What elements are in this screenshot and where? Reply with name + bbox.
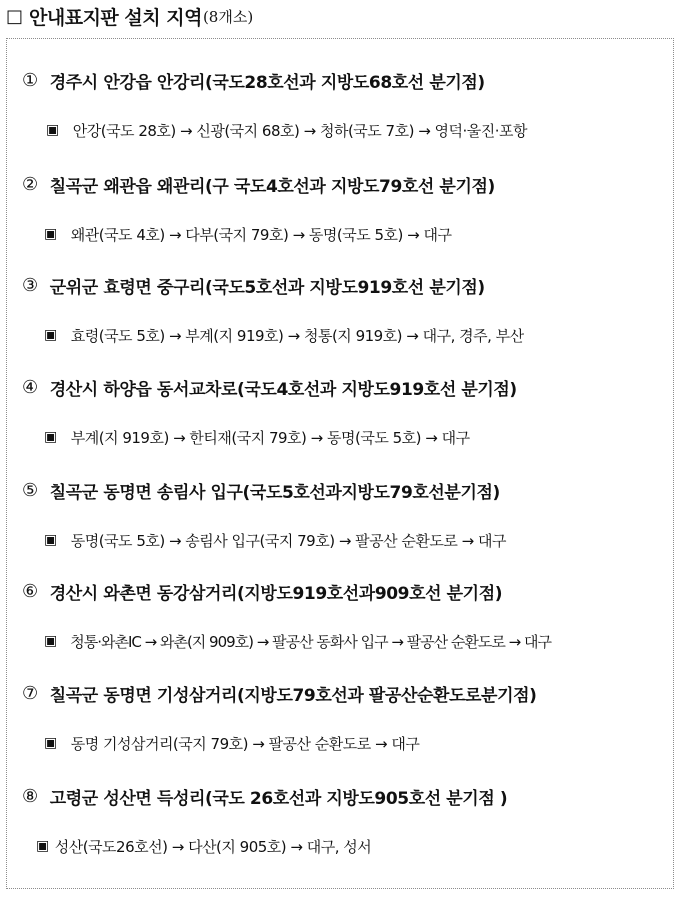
square-bullet-icon: ▣ [44,633,57,649]
route-text: 안강(국도 28호) → 신광(국지 68호) → 청하(국도 7호) → 영덕·울진·포항 [72,121,528,140]
route-line [44,731,419,755]
checkbox-square-icon: □ [6,5,24,27]
route-line [44,425,470,449]
page-title [6,2,253,30]
item-number: ② [22,173,38,195]
square-bullet-icon: ▣ [44,327,57,343]
route-text: 왜관(국도 4호) → 다부(국지 79호) → 동명(국도 5호) → 대구 [70,225,452,244]
item-number: ③ [22,274,38,296]
heading-text: 고령군 성산면 득성리(국도 26호선과 지방도905호선 분기점 ) [49,788,508,809]
square-bullet-icon: ▣ [44,429,57,445]
square-bullet-icon: ▣ [46,122,59,138]
heading-text: 경산시 하양읍 동서교차로(국도4호선과 지방도919호선 분기점) [49,379,517,400]
route-text: 동명 기성삼거리(국지 79호) → 팔공산 순환도로 → 대구 [70,734,420,753]
route-text: 부계(지 919호) → 한티재(국지 79호) → 동명(국도 5호) → 대구 [70,428,470,447]
route-line [44,528,506,552]
route-text: 효령(국도 5호) → 부계(지 919호) → 청통(지 919호) → 대구, 경주, 부산 [70,326,524,345]
item-number: ⑥ [22,580,38,602]
heading-text: 칠곡군 동명면 기성삼거리(지방도79호선과 팔공산순환도로분기점) [49,685,537,706]
square-bullet-icon: ▣ [44,735,57,751]
location-heading [22,373,517,401]
item-number: ⑤ [22,479,38,501]
location-heading [22,66,485,94]
location-heading [22,271,485,299]
title-count: (8개소) [202,7,254,26]
route-text: 청통·와촌IC → 와촌(지 909호) → 팔공산 동화사 입구 → 팔공산 순환도로 → 대구 [70,632,551,651]
route-line [36,834,371,858]
item-number: ④ [22,376,38,398]
item-number: ① [22,69,38,91]
heading-text: 경주시 안강읍 안강리(국도28호선과 지방도68호선 분기점) [49,72,485,93]
route-line [46,118,527,142]
item-number: ⑧ [22,785,38,807]
square-bullet-icon: ▣ [44,226,57,242]
location-heading [22,476,500,504]
heading-text: 경산시 와촌면 동강삼거리(지방도919호선과909호선 분기점) [49,583,503,604]
route-line [44,222,451,246]
title-text: 안내표지판 설치 지역 [29,6,202,29]
square-bullet-icon: ▣ [36,838,49,854]
heading-text: 칠곡군 왜관읍 왜관리(구 국도4호선과 지방도79호선 분기점) [49,176,495,197]
location-heading [22,782,507,810]
location-heading [22,679,537,707]
heading-text: 군위군 효령면 중구리(국도5호선과 지방도919호선 분기점) [49,277,485,298]
heading-text: 칠곡군 동명면 송림사 입구(국도5호선과지방도79호선분기점) [49,482,500,503]
square-bullet-icon: ▣ [44,532,57,548]
item-number: ⑦ [22,682,38,704]
route-line [44,323,524,347]
location-heading [22,577,502,605]
route-text: 동명(국도 5호) → 송림사 입구(국지 79호) → 팔공산 순환도로 → 대구 [70,531,506,550]
content-frame [6,38,674,889]
route-text: 성산(국도26호선) → 다산(지 905호) → 대구, 성서 [54,837,372,856]
location-heading [22,170,495,198]
route-line [44,629,551,653]
